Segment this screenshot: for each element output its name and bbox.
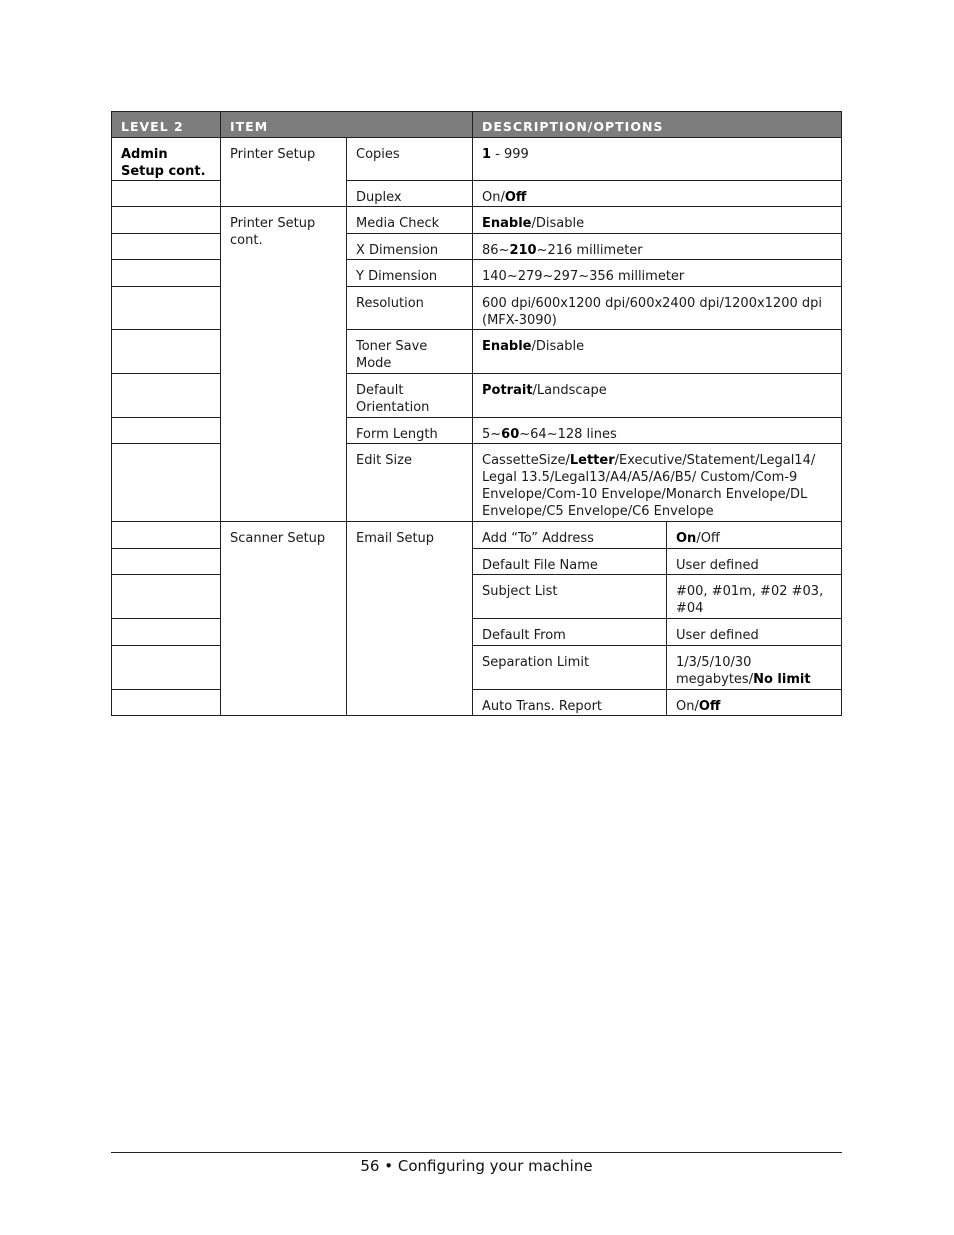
header-item: ITEM xyxy=(221,112,473,138)
email-value: User defined xyxy=(667,619,842,646)
row-label: X Dimension xyxy=(347,234,473,260)
email-value: On/Off xyxy=(667,522,842,549)
email-label: Separation Limit xyxy=(473,646,667,690)
group-printer-setup-cont: Printer Setup cont. xyxy=(221,207,347,522)
row-label: Y Dimension xyxy=(347,260,473,287)
footer-divider xyxy=(111,1152,842,1153)
row-value: Potrait/Landscape xyxy=(473,374,842,418)
row-label: Toner Save Mode xyxy=(347,330,473,374)
row-label: Resolution xyxy=(347,287,473,330)
email-value: User defined xyxy=(667,549,842,575)
email-label: Default File Name xyxy=(473,549,667,575)
row-label: Form Length xyxy=(347,418,473,444)
group-email-setup: Email Setup xyxy=(347,522,473,716)
email-label: Add “To” Address xyxy=(473,522,667,549)
page-footer: 56 • Configuring your machine xyxy=(360,1157,593,1175)
row-value: 86~210~216 millimeter xyxy=(473,234,842,260)
row-value: CassetteSize/Letter/Executive/Statement/Legal14/ Legal 13.5/Legal13/A4/A5/A6/B5/ Custom/Com-9 Envelope/Com-10 Envelope/Monarch Envelope/DL Envelope/C5 Envelope/C6 Envelope xyxy=(473,444,842,522)
row-value: 5~60~64~128 lines xyxy=(473,418,842,444)
row-label: Media Check xyxy=(347,207,473,234)
table-row xyxy=(112,138,842,181)
level2-title: Admin Setup cont. xyxy=(112,138,221,181)
table-header-row xyxy=(112,112,842,138)
row-value: Enable/Disable xyxy=(473,330,842,374)
group-printer-setup: Printer Setup xyxy=(221,138,347,207)
email-label: Subject List xyxy=(473,575,667,619)
row-value: On/Off xyxy=(473,181,842,207)
row-value: Enable/Disable xyxy=(473,207,842,234)
email-label: Auto Trans. Report xyxy=(473,690,667,716)
row-label: Duplex xyxy=(347,181,473,207)
row-value: 140~279~297~356 millimeter xyxy=(473,260,842,287)
header-level2: LEVEL 2 xyxy=(112,112,221,138)
row-label: Default Orientation xyxy=(347,374,473,418)
email-value: #00, #01m, #02 #03, #04 xyxy=(667,575,842,619)
group-scanner-setup: Scanner Setup xyxy=(221,522,347,716)
email-value: On/Off xyxy=(667,690,842,716)
email-value: 1/3/5/10/30 megabytes/No limit xyxy=(667,646,842,690)
table-row xyxy=(112,207,842,234)
row-value: 600 dpi/600x1200 dpi/600x2400 dpi/1200x1200 dpi (MFX-3090) xyxy=(473,287,842,330)
header-description: DESCRIPTION/OPTIONS xyxy=(473,112,842,138)
row-label: Copies xyxy=(347,138,473,181)
email-label: Default From xyxy=(473,619,667,646)
table-row xyxy=(112,522,842,549)
row-value: 1 - 999 xyxy=(473,138,842,181)
row-label: Edit Size xyxy=(347,444,473,522)
settings-table xyxy=(111,111,842,716)
